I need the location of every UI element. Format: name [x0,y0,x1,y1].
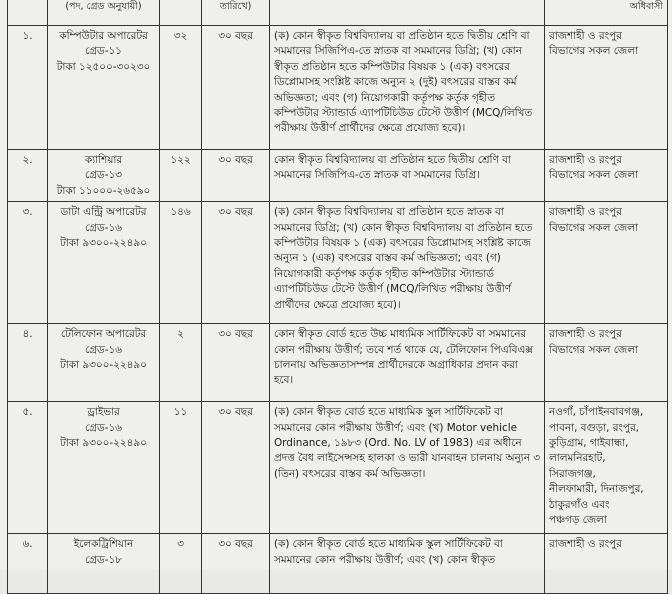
vacancy-count-cell: ১২২ [160,150,202,202]
table-row [8,150,668,202]
qualification-cell: (ক) কোন স্বীকৃত বিশ্ববিদ্যালয় বা প্রতিষ্ঠান হতে দ্বিতীয় শ্রেণি বা সমমানের সিজিপিএ-তে স্নাতক বা সমমানের ডিগ্রি; (খ) কোন স্বীকৃত প্রতিষ্ঠান হতে কম্পিউটার বিষয়ক ১ (এক) বৎসরের ডিপ্লোমাসহ সংশ্লিষ্ট কাজে অন্যুন ২ (দুই) বৎসরের বাস্তব কর্ম অভিজ্ঞতা; এবং (গ) নিয়োগকারী কর্তৃপক্ষ কর্তৃক গৃহীত কম্পিউটার স্ট্যান্ডার্ড এ্যাপটিচিউড টেস্টে উত্তীর্ণ (MCQ/লিখিত পরীক্ষায় উত্তীর্ণ প্রার্থীদের ক্ষেত্রে প্রযোজ্য হবে)। [270,26,545,150]
post-cell [48,26,160,150]
qualification-cell: (ক) কোন স্বীকৃত বোর্ড হতে মাধ্যমিক স্কুল সার্টিফিকেট বা সমমানের কোন পরীক্ষায় উত্তীর্ণ; এবং (খ) কোন স্বীকৃত [270,534,545,594]
district-line: নীলফামারী, দিনাজপুর, [549,483,644,496]
district-line: বিভাগের সকল জেলা [549,343,638,356]
job-circular-table [7,0,668,594]
post-line: গ্রেড-১৬ [85,221,122,234]
serial-cell: ৫. [8,402,48,534]
post-cell [48,150,160,202]
post-line: টাকা ৯৩০০-২২৪৯০ [60,237,147,250]
district-line: বিভাগের সকল জেলা [549,221,638,234]
age-limit-cell: ৩০ বছর [202,202,270,324]
table-row [8,26,668,150]
vacancy-count-cell: ৩ [160,534,202,594]
post-line: টাকা ১১০০০-২৬৫৯০ [56,184,151,197]
post-line: গ্রেড-১১ [85,45,122,58]
table-row [8,402,668,534]
header-cell-district: অধিবাসী [545,0,668,26]
post-line: কম্পিউটার অপারেটর [59,30,148,42]
district-line: নওগাঁ, চাঁপাইনবাবগঞ্জ, [549,406,644,419]
post-line: টেলিফোন অপারেটর [60,328,147,341]
district-line: রাজশাহী ও রংপুর [549,154,622,166]
table-row [8,202,668,324]
district-cell [545,402,668,534]
serial-cell: ৪. [8,324,48,402]
post-cell [48,202,160,324]
district-cell [545,202,668,324]
district-line: সিরাজগঞ্জ, [549,467,596,480]
post-cell [48,324,160,402]
age-limit-cell: ৩০ বছর [202,534,270,594]
district-line: রাজশাহী ও রংপুর [549,538,622,551]
post-line: ডাটা এন্ট্রি অপারেটর [60,206,147,219]
district-line: রাজশাহী ও রংপুর [549,328,622,341]
age-limit-cell: ৩০ বছর [202,324,270,402]
district-cell [545,324,668,402]
serial-cell: ৬. [8,534,48,594]
post-line: ক্যাশিয়ার [84,154,123,166]
vacancy-count-cell: ৩২ [160,26,202,150]
district-cell [545,26,668,150]
qualification-cell: (ক) কোন স্বীকৃত বিশ্ববিদ্যালয় বা প্রতিষ্ঠান হতে স্নাতক বা সমমানের ডিগ্রি; (খ) কোন স্বীকৃত বিশ্ববিদ্যালয় বা প্রতিষ্ঠান হতে কম্পিউটার বিষয়ক ১ (এক) বৎসরের ডিপ্লোমাসহ সংশ্লিষ্ট কাজে অন্যুন ১ (এক) বৎসরের বাস্তব কর্ম অভিজ্ঞতা; এবং (গ) নিয়োগকারী কর্তৃপক্ষ কর্তৃক গৃহীত কম্পিউটার স্ট্যান্ডার্ড এ্যাপটিচিউড টেস্টে উত্তীর্ণ (MCQ/লিখিত পরীক্ষায় উত্তীর্ণ প্রার্থীদের ক্ষেত্রে প্রযোজ্য হবে)। [270,202,545,324]
vacancy-count-cell: ২ [160,324,202,402]
district-line: পঞ্চগড় জেলা [549,514,607,527]
qualification-cell: কোন স্বীকৃত বিশ্ববিদ্যালয় বা প্রতিষ্ঠান হতে দ্বিতীয় শ্রেণি বা সমমানের সিজিপিএ-তে স্নাতক বা সমমানের ডিগ্রি। [270,150,545,202]
district-line: রাজশাহী ও রংপুর [549,206,622,219]
district-line: পাবনা, বগুড়া, রংপুর, [549,421,639,434]
serial-cell: ২. [8,150,48,202]
post-line: গ্রেড-১৬ [85,421,122,434]
table-header-row [8,0,668,26]
district-line: লালমনিরহাট, [549,452,606,465]
post-line: ড্রাইভার [87,406,120,419]
serial-cell: ১. [8,26,48,150]
post-line: গ্রেড-১৬ [85,343,122,356]
age-limit-cell: ৩০ বছর [202,150,270,202]
vacancy-count-cell: ১১ [160,402,202,534]
table-row [8,534,668,594]
age-limit-cell: ৩০ বছর [202,402,270,534]
post-cell [48,402,160,534]
header-cell-age: তারিখে) [202,0,270,26]
serial-cell: ৩. [8,202,48,324]
post-line: টাকা ১২৫০০-৩০২৩০ [56,60,151,73]
age-limit-cell: ৩০ বছর [202,26,270,150]
district-line: ঠাকুরগাঁও এবং [549,498,610,511]
post-line: ইলেকট্রিশিয়ান [73,538,134,551]
district-line: রাজশাহী ও রংপুর [549,30,622,42]
district-line: কুড়িগ্রাম, গাইবান্ধা, [549,437,629,450]
post-line: টাকা ৯৩০০-২২৪৯০ [60,359,147,372]
district-line: বিভাগের সকল জেলা [549,45,638,58]
post-line: টাকা ৯৩০০-২২৪৯০ [60,437,147,450]
district-cell [545,150,668,202]
header-cell-sl [8,0,48,26]
vacancy-count-cell: ১৪৬ [160,202,202,324]
qualification-cell: কোন স্বীকৃত বোর্ড হতে উচ্চ মাধ্যমিক সার্টিফিকেট বা সমমানের কোন পরীক্ষায় উত্তীর্ণ; তবে শর্ত থাকে যে, টেলিফোন পিএবিএক্স চালনায় অভিজ্ঞতাসম্পন্ন প্রার্থীদেরকে অগ্রাধিকার প্রদান করা হবে। [270,324,545,402]
table-row [8,324,668,402]
district-cell [545,534,668,594]
post-cell [48,534,160,594]
header-cell-qualification [270,0,545,26]
post-line: গ্রেড-১৩ [85,169,122,182]
post-line: গ্রেড-১৮ [85,553,122,566]
header-cell-post: (পদ, গ্রেড অনুযায়ী) [48,0,160,26]
qualification-cell: (ক) কোন স্বীকৃত বোর্ড হতে মাধ্যমিক স্কুল সার্টিফিকেট বা সমমানের কোন পরীক্ষায় উত্তীর্ণ; এবং (খ) Motor vehicle Ordinance, ১৯৮৩ (Ord. No. LV of 1983) এর অধীনে প্রদত্ত বৈধ লাইসেন্সসহ হালকা ও ভারী যানবাহন চালনায় অন্যুন ৩ (তিন) বৎসরের বাস্তব কর্ম অভিজ্ঞতা। [270,402,545,534]
header-cell-count [160,0,202,26]
district-line: বিভাগের সকল জেলা [549,169,638,182]
